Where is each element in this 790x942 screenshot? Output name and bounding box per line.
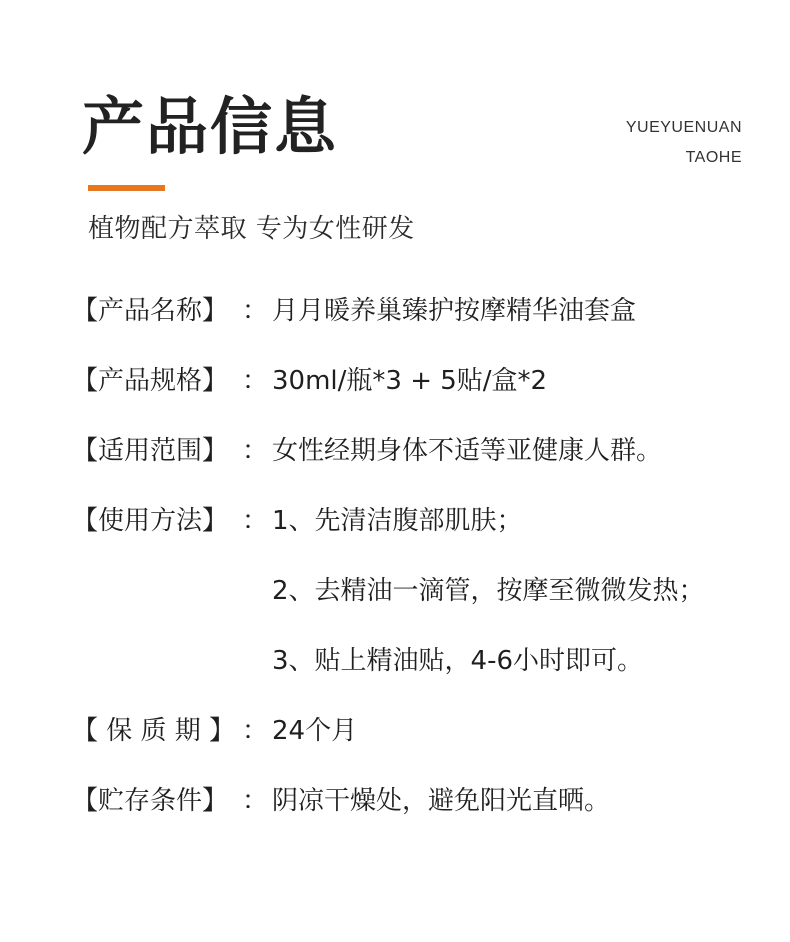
info-value: 24个月 xyxy=(272,716,358,746)
info-colon: ： xyxy=(242,716,269,746)
info-colon: ： xyxy=(242,506,269,536)
info-colon: ： xyxy=(242,296,269,326)
info-value: 3、贴上精油贴，4-6小时即可。 xyxy=(272,646,644,676)
accent-divider xyxy=(88,185,165,191)
info-value: 2、去精油一滴管，按摩至微微发热； xyxy=(272,576,705,606)
info-label: 【产品规格】 xyxy=(72,366,229,396)
info-row-scope xyxy=(72,432,772,502)
info-label: 【使用方法】 xyxy=(72,506,229,536)
info-value: 女性经期身体不适等亚健康人群。 xyxy=(272,436,663,466)
page-subtitle: 植物配方萃取 专为女性研发 xyxy=(88,214,415,244)
info-value: 30ml/瓶*3 + 5贴/盒*2 xyxy=(272,366,548,396)
info-colon: ： xyxy=(242,436,269,466)
info-label: 【贮存条件】 xyxy=(72,786,229,816)
info-row-usage xyxy=(72,502,772,572)
info-row-storage xyxy=(72,782,772,852)
info-row-usage-step-2 xyxy=(72,572,772,642)
info-label: 【适用范围】 xyxy=(72,436,229,466)
info-value: 阴凉干燥处，避免阳光直晒。 xyxy=(272,786,611,816)
brand-mark xyxy=(626,113,742,173)
brand-line-1: YUEYUENUAN xyxy=(625,119,742,136)
info-colon: ： xyxy=(242,366,269,396)
info-value: 1、先清洁腹部肌肤； xyxy=(272,506,523,536)
page-title: 产品信息 xyxy=(82,90,339,163)
info-row-usage-step-3 xyxy=(72,642,772,712)
info-value: 月月暖养巢臻护按摩精华油套盒 xyxy=(272,296,637,326)
info-label: 【产品名称】 xyxy=(72,296,229,326)
info-row-spec xyxy=(72,362,772,432)
brand-line-2: TAOHE xyxy=(685,149,742,166)
info-label: 【 保 质 期 】 xyxy=(72,716,236,746)
info-list xyxy=(72,292,772,852)
info-row-name xyxy=(72,292,772,362)
info-row-shelf-life xyxy=(72,712,772,782)
info-colon: ： xyxy=(242,786,269,816)
